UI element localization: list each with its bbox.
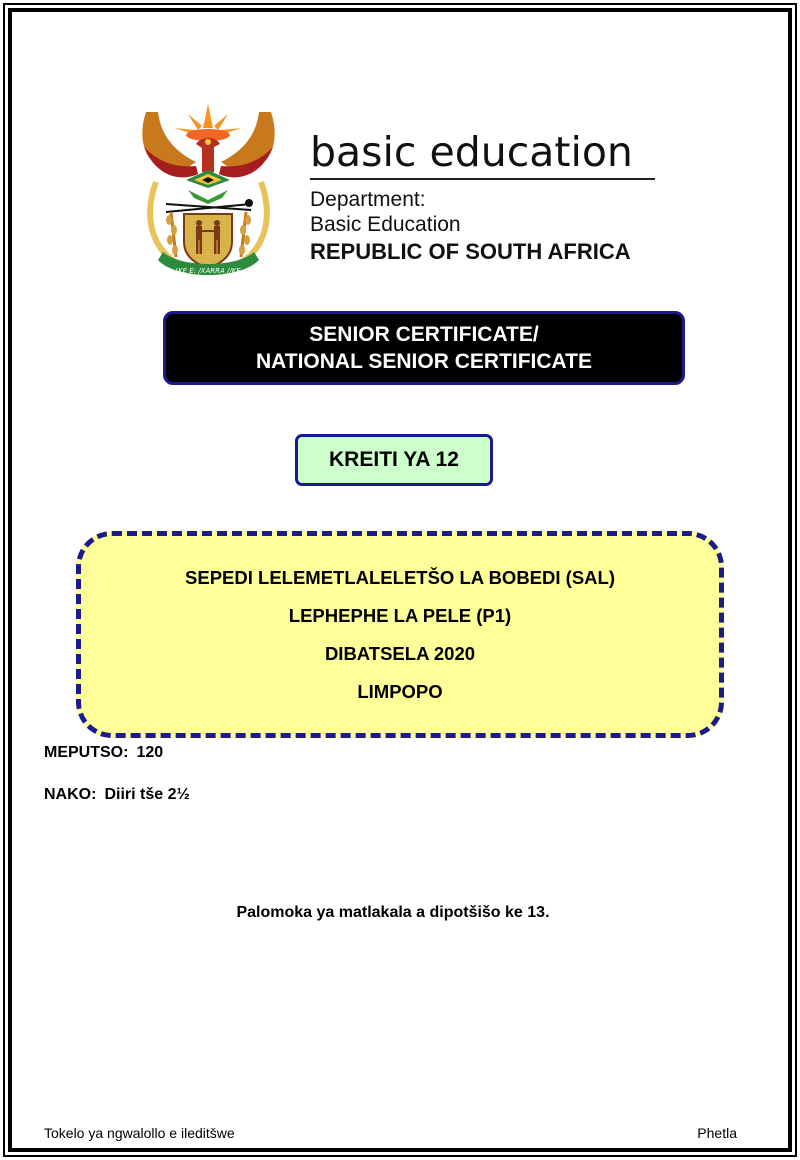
exam-session: DIBATSELA 2020 [324,642,476,664]
paper-number: LEPHEPHE LA PELE (P1) [288,604,512,626]
subject-box [76,531,724,738]
marks-label: MEPUTSO: [44,744,129,761]
province: LIMPOPO [357,680,443,702]
brand-title: basic education [310,128,633,176]
grade-badge [295,434,493,486]
department-label: Department: [310,188,426,211]
time-label: NAKO: [44,786,97,803]
certificate-banner [163,311,685,385]
subject-title: SEPEDI LELEMETLALELETŠO LA BOBEDI (SAL) [185,566,615,588]
motto-text: !KE E: /XARRA //KE [175,267,241,275]
page-count-note-row [0,904,800,922]
brand-divider [310,178,655,180]
turn-over-label: Phetla [697,1125,737,1141]
page-count-note: Palomoka ya matlakala a dipotšišo ke 13. [236,904,550,921]
coat-of-arms-icon [136,92,281,282]
certificate-line-1: SENIOR CERTIFICATE/ [309,323,539,346]
time-value: Diiri tše 2½ [104,786,190,803]
marks-info [44,744,163,762]
department-name: Basic Education [310,213,461,236]
marks-value: 120 [136,744,164,761]
country-name: REPUBLIC OF SOUTH AFRICA [310,239,631,264]
copyright-notice: Tokelo ya ngwalollo e ileditšwe [44,1125,235,1141]
grade-label: KREITI YA 12 [329,448,459,471]
certificate-line-2: NATIONAL SENIOR CERTIFICATE [256,350,592,373]
time-info [44,786,190,804]
